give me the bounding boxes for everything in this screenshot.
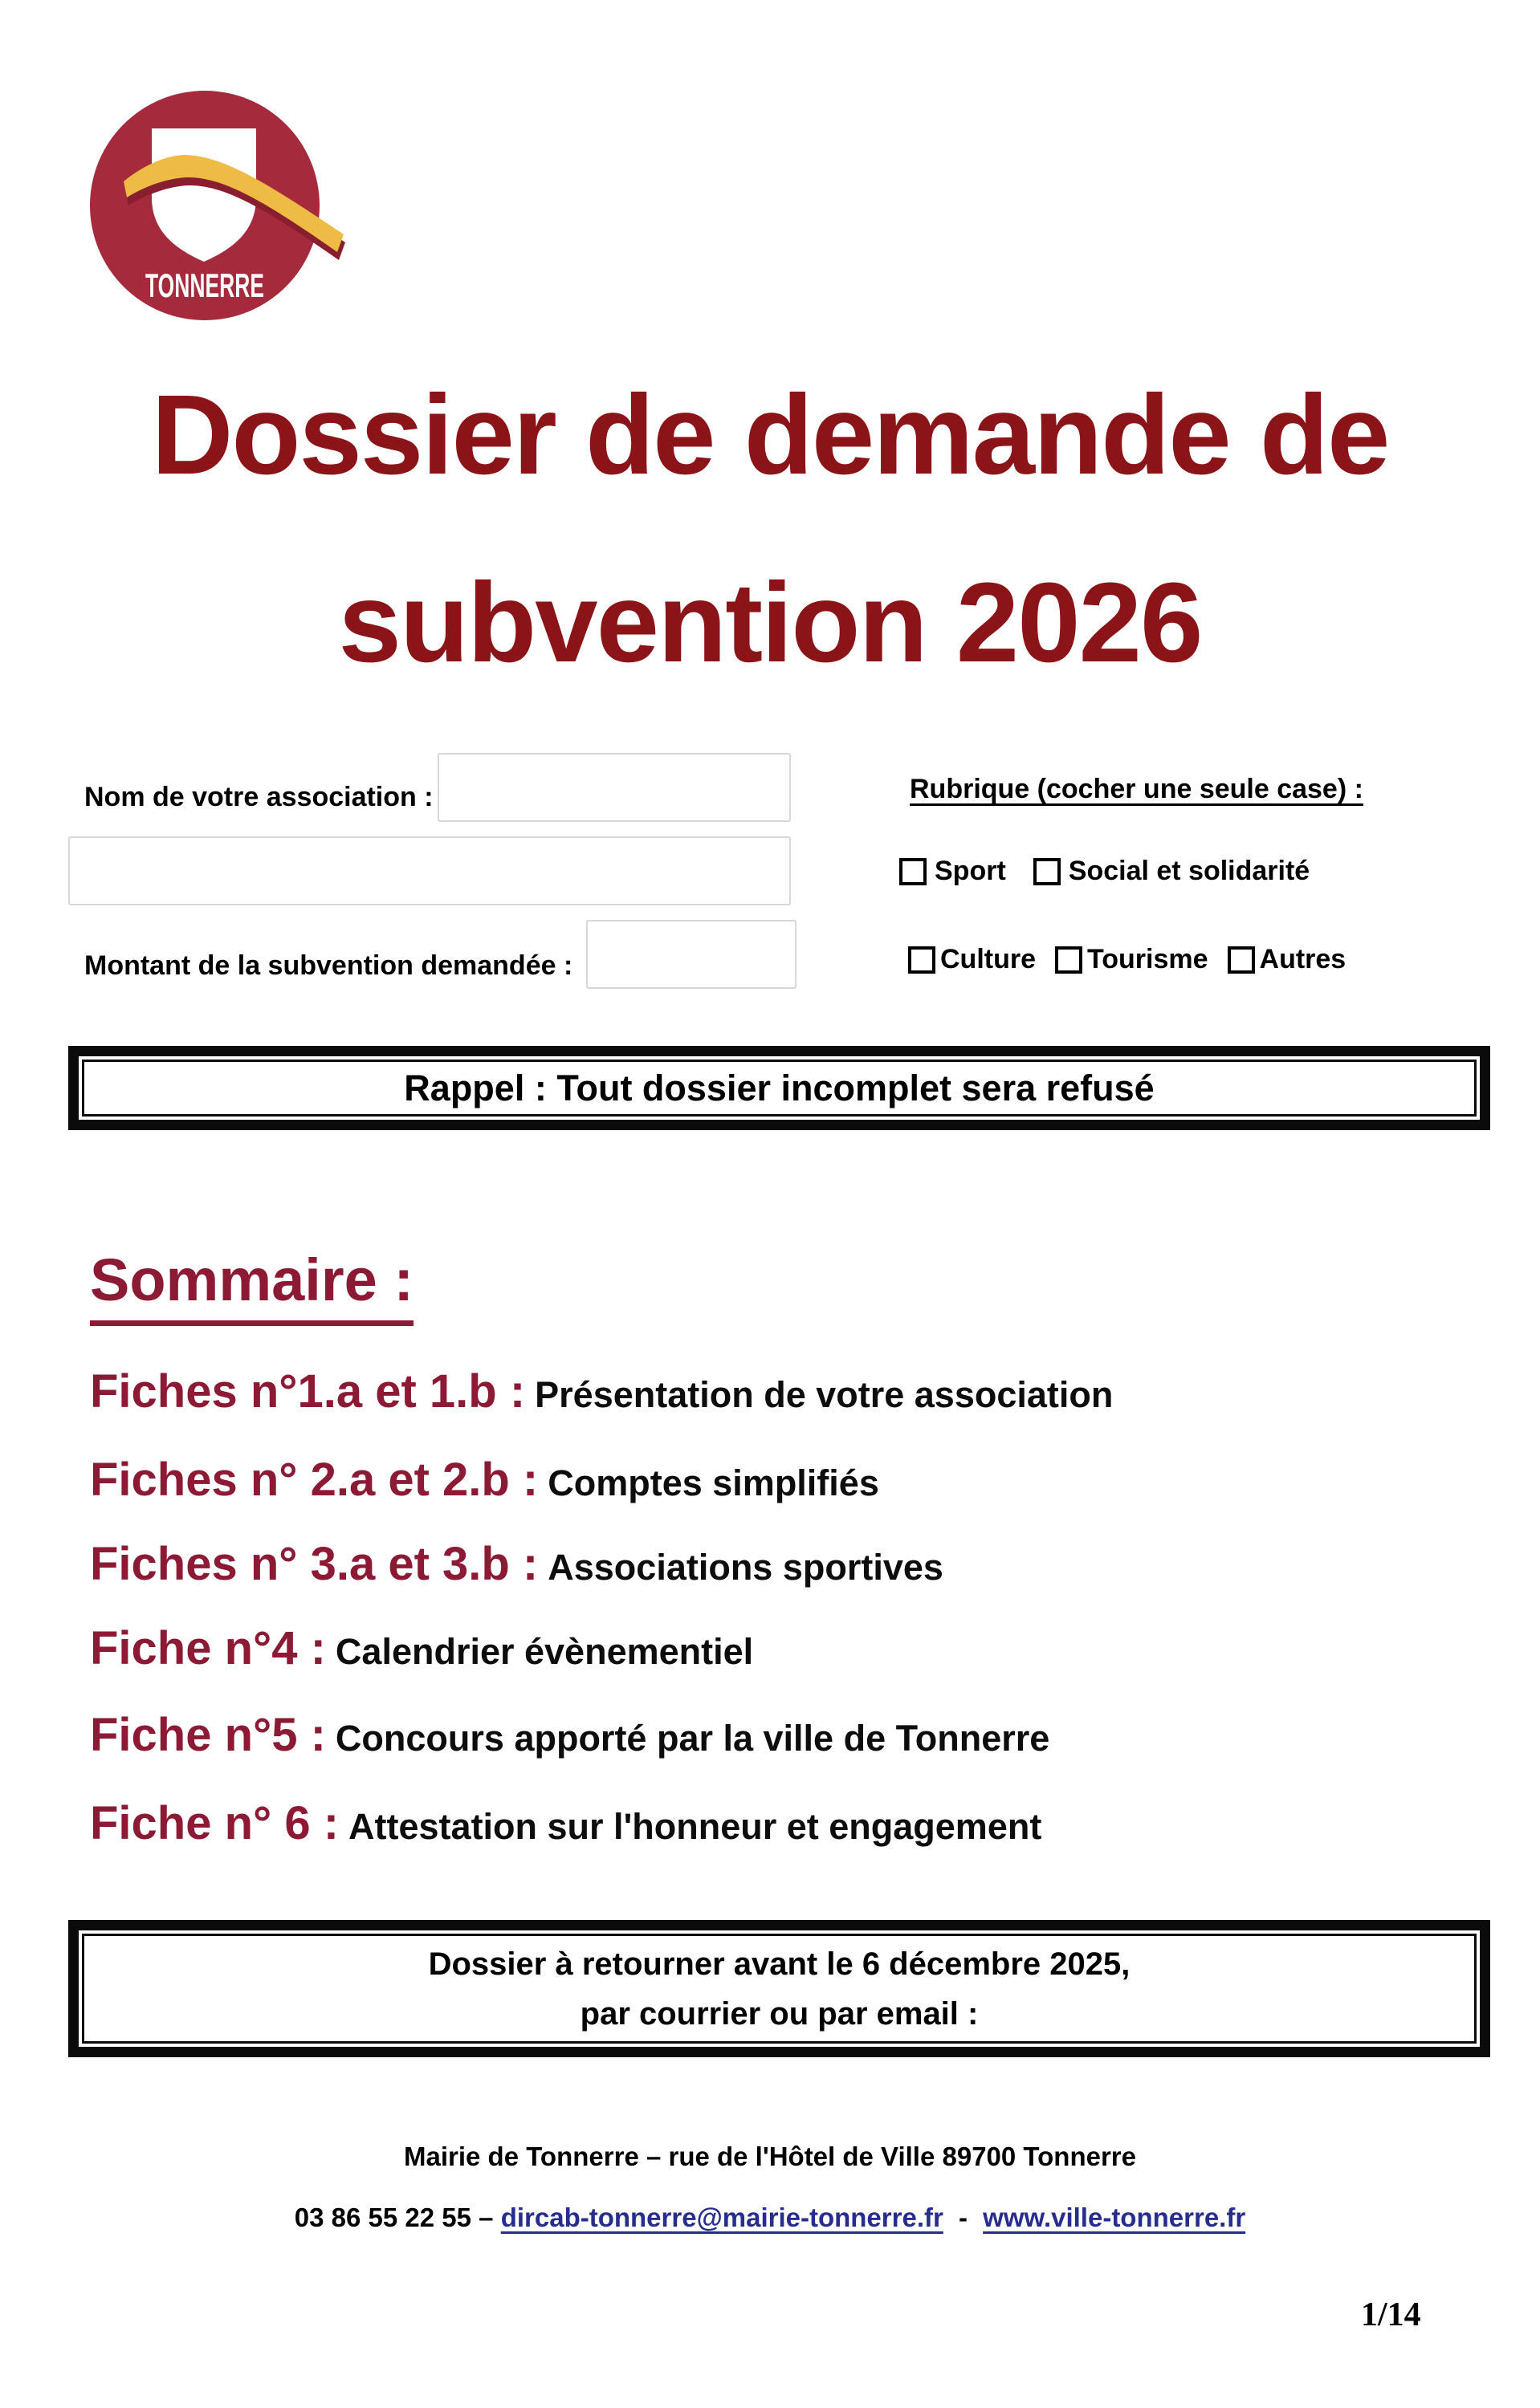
retour-line-1: Dossier à retourner avant le 6 décembre 2025,: [428, 1946, 1131, 1982]
sommaire-item-ref: Fiche n° 6 :: [90, 1797, 340, 1849]
checkbox-culture[interactable]: [908, 946, 935, 974]
sommaire-item-ref: Fiche n°4 :: [90, 1622, 326, 1674]
sommaire-item-6: [90, 1796, 1041, 1850]
contact-phone: 03 86 55 22 55 –: [294, 2203, 494, 2232]
sommaire-item-ref: Fiches n°1.a et 1.b :: [90, 1365, 526, 1418]
association-name-label: Nom de votre association :: [84, 782, 434, 812]
retour-line-2: par courrier ou par email :: [580, 1995, 979, 2032]
sommaire-item-desc: Présentation de votre association: [535, 1374, 1114, 1415]
amount-label: Montant de la subvention demandée :: [84, 950, 573, 981]
category-social: [1033, 856, 1310, 887]
category-tourisme: [1055, 944, 1208, 975]
sommaire-item-ref: Fiche n°5 :: [90, 1709, 326, 1761]
category-row-2: [908, 944, 1346, 975]
page-number: 1/14: [1361, 2296, 1421, 2333]
rappel-box-inner: [82, 1060, 1477, 1117]
sommaire-item-ref: Fiches n° 3.a et 3.b :: [90, 1538, 539, 1590]
page-title: [0, 340, 1540, 716]
title-line-1: Dossier de demande de: [151, 371, 1389, 498]
sommaire-item-desc: Attestation sur l'honneur et engagement: [348, 1806, 1042, 1847]
amount-input[interactable]: [586, 920, 796, 989]
checkbox-tourisme[interactable]: [1055, 946, 1082, 974]
sommaire-item-1: [90, 1365, 1113, 1418]
category-autres: [1228, 944, 1346, 975]
logo-text: TONNERRE: [145, 266, 264, 304]
sommaire-item-2: [90, 1453, 879, 1507]
checkbox-autres[interactable]: [1228, 946, 1255, 974]
retour-box: [68, 1920, 1490, 2057]
tonnerre-logo: [90, 87, 355, 327]
email-link[interactable]: dircab-tonnerre@mairie-tonnerre.fr: [500, 2203, 943, 2232]
sommaire-heading: [90, 1246, 414, 1326]
association-name-input[interactable]: [438, 753, 791, 822]
sommaire-heading-text: Sommaire :: [90, 1246, 414, 1326]
contact-line: [0, 2203, 1540, 2233]
category-sport: [899, 856, 1006, 887]
rubrique-heading: Rubrique (cocher une seule case) :: [910, 774, 1363, 804]
retour-box-inner: [82, 1934, 1477, 2044]
contact-separator: -: [959, 2203, 968, 2232]
checkbox-sport-label: Sport: [935, 856, 1006, 886]
checkbox-culture-label: Culture: [940, 944, 1036, 974]
rappel-box: [68, 1046, 1490, 1130]
sommaire-item-desc: Calendrier évènementiel: [335, 1631, 754, 1672]
checkbox-sport[interactable]: [899, 858, 927, 885]
sommaire-item-ref: Fiches n° 2.a et 2.b :: [90, 1454, 539, 1506]
title-line-2: subvention 2026: [338, 559, 1202, 685]
association-name-input-line2[interactable]: [68, 836, 791, 905]
sommaire-item-desc: Comptes simplifiés: [548, 1462, 879, 1503]
sommaire-item-4: [90, 1621, 753, 1675]
category-culture: [908, 944, 1036, 975]
website-link[interactable]: www.ville-tonnerre.fr: [983, 2203, 1246, 2232]
checkbox-autres-label: Autres: [1259, 944, 1346, 974]
category-row-1: [899, 856, 1310, 887]
sommaire-item-desc: Associations sportives: [548, 1547, 943, 1588]
checkbox-tourisme-label: Tourisme: [1087, 944, 1208, 974]
contact-address: Mairie de Tonnerre – rue de l'Hôtel de Ville 89700 Tonnerre: [404, 2142, 1136, 2171]
rappel-text: Rappel : Tout dossier incomplet sera refusé: [404, 1067, 1155, 1108]
sommaire-item-5: [90, 1708, 1049, 1762]
checkbox-social-et-solidarite[interactable]: [1033, 858, 1061, 885]
sommaire-item-3: [90, 1537, 943, 1591]
sommaire-item-desc: Concours apporté par la ville de Tonnerre: [335, 1718, 1050, 1759]
checkbox-social-label: Social et solidarité: [1068, 856, 1310, 886]
